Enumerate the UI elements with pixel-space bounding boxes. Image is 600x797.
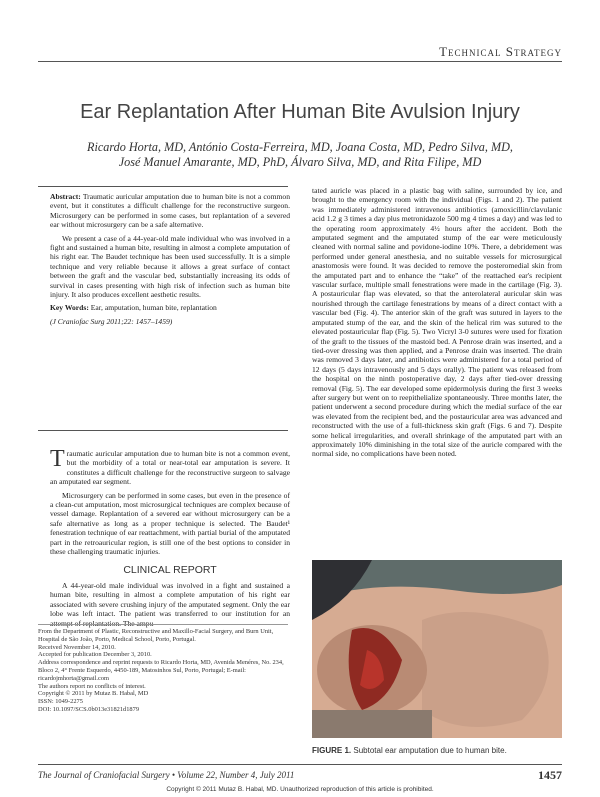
drop-cap: T	[50, 446, 65, 472]
footnote-accepted: Accepted for publication December 3, 2010.	[38, 651, 152, 659]
abstract-bottom-rule	[38, 430, 288, 431]
intro-paragraph-1: Traumatic auricular amputation due to human bite is not a common event, but the morbidity of a total or near-total ear amputation is severe. It constitutes a difficult challenge for the reconstructive surgeon to salvage an amputated ear segment.	[50, 446, 290, 487]
footnote-received: Received November 14, 2010.	[38, 643, 116, 651]
header-rule	[38, 61, 562, 62]
footnote-copyright: Copyright © 2011 by Mutaz B. Habal, MD	[38, 690, 149, 698]
footnotes	[38, 628, 290, 714]
footnote-doi: DOI: 10.1097/SCS.0b013e31821d1879	[38, 705, 140, 713]
right-column	[312, 186, 562, 463]
author-list	[60, 140, 540, 170]
footnote-issn: ISSN: 1049-2275	[38, 698, 83, 706]
citation: (J Craniofac Surg 2011;22: 1457–1459)	[50, 316, 173, 326]
abstract-paragraph-1: Abstract: Traumatic auricular amputation due to human bite is not a common event, but it constitutes a difficult challenge for the reconstructive surgeon. Microsurgery can be performed in some cases, but replantation of a severed ear without microsurgery can be a safe alternative.	[50, 192, 290, 230]
article-title: Ear Replantation After Human Bite Avulsion Injury	[80, 101, 520, 123]
authors-line-2: José Manuel Amarante, MD, PhD, Álvaro Silva, MD, and Rita Filipe, MD	[118, 155, 482, 169]
abstract-paragraph-2: We present a case of a 44-year-old male individual who was involved in a fight and sustained a human bite, resulting in almost a complete amputation of his right ear. The Baudet technique has been used successfully. It is a simple technique and very reliable because it allows a great surface of contact between the graft and the vascular bed, substantially increasing its odds of survival in cases presenting with high risk of infection such as human bite injury. It also produces excellent aesthetic results.	[50, 233, 290, 300]
abstract-label: Abstract:	[50, 192, 81, 201]
intro-paragraph-2: Microsurgery can be performed in some cases, but even in the presence of a clean-cut amputation, most microsurgical techniques are complex because of vessel damage. Replantation of a severed ear without microsurgery can be a safe alternative as long as a proper technique is selected. The Baudet¹ fenestration technique of ear reattachment, with partial burial of the amputated part in the retroauricular region, is still one of the best options to consider in these challenging traumatic injuries.	[50, 490, 290, 557]
figure-1-label: FIGURE 1.	[312, 746, 352, 755]
figure-1-caption	[312, 746, 507, 755]
right-column-paragraph: tated auricle was placed in a plastic bag with saline, surrounded by ice, and brought to the emergency room with the individual (Figs. 1 and 2). The patient was immediately administered intravenous antibiotics (amoxicillin/clavulanic acid 1.2 g 3 times a day plus metronidazole 500 mg 4 times a day) and was led to the operating room approximately 4½ hours after the accident. Both the amputated segment and the amputated stump of the ear were meticulously cleaned with normal saline and povidone-iodine 10%. There, a debridement was performed under general anesthesia, and no suitable vessels for microsurgical anastomosis were found. It was decided to remove the posteromedial skin from the amputated part and to enhance the “take” of the reattached ear's recipient vascular surface, multiple small fenestrations were made in the cartilage (Fig. 3). A postauricular flap was elevated, so that the anterolateral auricular skin was nourished through the cartilage fenestrations by means of a direct contact with a vascular bed (Fig. 4). The anterior skin of the graft was sutured in layers to the amputated stump of the ear, and the skin of the helical rim was sutured to the elevated postauricular flap (Fig. 5). Two Vicryl 3-0 sutures were used for fixation of the graft to the tissues of the mastoid bed. A Penrose drain was inserted, and a tied-over dressing was then applied, and a Penrose drain was inserted. The drain was removed 3 days later, and antibiotics were administered for a total period of 12 days (5 days intravenously and 5 days orally). The patient was released from the hospital on the ninth postoperative day, 2 days after tied-over dressing removal (Fig. 5). The ear developed some epidermolysis during the first 3 weeks after surgery but went on to reepithelialize spontaneously. Three months later, the patient underwent a second procedure during which the medial surface of the ear was elevated from the recipient bed, and the postauricular area was advanced and reconstructed with the use of a full-thickness skin graft (Figs. 6 and 7). Despite some helical irregularities, and overall shrinkage of the amputated part with an approximately 10% diminishing in the total size of the auricle compared with the normal side, no complications have been noted.	[312, 186, 562, 459]
figure-1-caption-text: Subtotal ear amputation due to human bite.	[353, 746, 507, 755]
left-column	[50, 192, 290, 330]
footnote-rule	[38, 624, 288, 625]
figure-1-image	[312, 560, 562, 738]
footnote-conflicts: The authors report no conflicts of interest.	[38, 682, 146, 690]
clinical-report-heading: CLINICAL REPORT	[123, 564, 217, 577]
section-heading: Technical Strategy	[439, 44, 562, 59]
keywords: Key Words: Ear, amputation, human bite, replantation	[50, 303, 217, 313]
keywords-label: Key Words:	[50, 303, 89, 313]
footnote-correspondence: Address correspondence and reprint requests to Ricardo Horta, MD, Avenida Menéres, No. 234, Bloco 2, 4° Frente Esquerdo, 4450-189, Matosinhos Sul, Porto, Portugal; E-mail: ricardojmhorta@gmail.com	[38, 659, 284, 682]
page-number: 1457	[538, 768, 562, 782]
copyright-notice: Copyright © 2011 Mutaz B. Habal, MD. Unauthorized reproduction of this article is prohibited.	[166, 786, 434, 793]
abstract-top-rule	[38, 186, 288, 187]
clinical-paragraph-1: A 44-year-old male individual was involved in a fight and sustained a human bite, resulting in almost a complete amputation of his right ear associated with severe crushing injury of the amputated segment. Only the ear lobe was left intact. The patient was transferred to our institution for an attempt of replantation. The ampu-	[50, 580, 290, 628]
footnote-affiliation: From the Department of Plastic, Reconstructive and Maxillo-Facial Surgery, and Burn Unit, Hospital de São João, Porto, Medical School, Porto, Portugal.	[38, 628, 274, 643]
footer-rule	[38, 764, 562, 765]
figure-1-photo	[312, 560, 562, 738]
authors-line-1: Ricardo Horta, MD, António Costa-Ferreira, MD, Joana Costa, MD, Pedro Silva, MD,	[87, 140, 513, 154]
journal-footer: The Journal of Craniofacial Surgery • Volume 22, Number 4, July 2011	[38, 770, 295, 780]
introduction	[50, 446, 290, 632]
